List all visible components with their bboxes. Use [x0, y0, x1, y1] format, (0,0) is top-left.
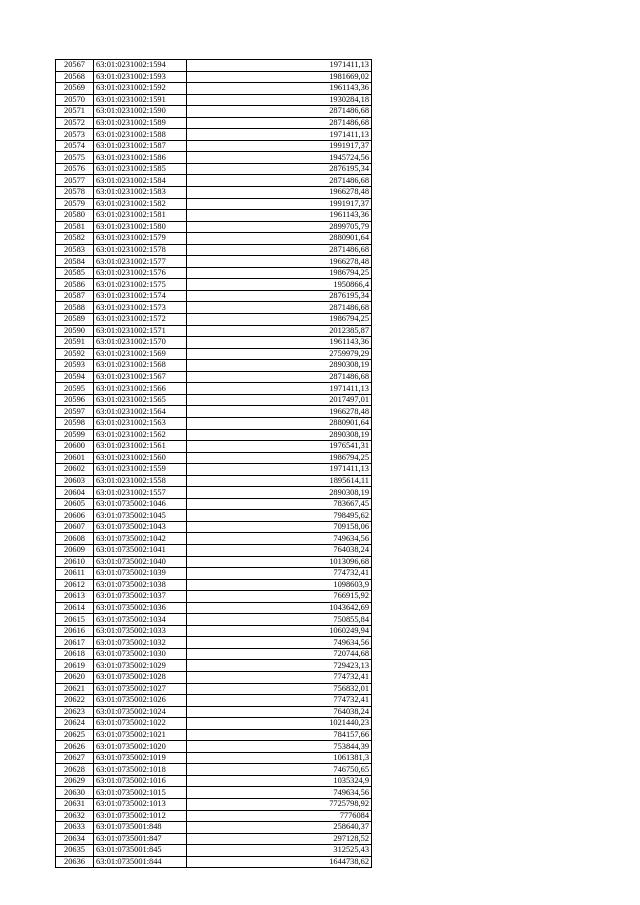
row-number-cell: 20603 — [56, 475, 94, 487]
cadastral-value-cell: 2876195,34 — [187, 290, 372, 302]
cadastral-number-cell: 63:01:0231002:1567 — [94, 371, 187, 383]
table-row — [56, 394, 372, 406]
cadastral-value-cell: 764038,24 — [187, 544, 372, 556]
table-row — [56, 660, 372, 672]
row-number-cell: 20629 — [56, 775, 94, 787]
cadastral-value-cell: 774732,41 — [187, 568, 372, 580]
cadastral-value-cell: 1971411,13 — [187, 383, 372, 395]
cadastral-value-cell: 2880901,64 — [187, 417, 372, 429]
table-row — [56, 371, 372, 383]
cadastral-number-cell: 63:01:0231002:1562 — [94, 429, 187, 441]
cadastral-value-cell: 1971411,13 — [187, 464, 372, 476]
row-number-cell: 20584 — [56, 256, 94, 268]
cadastral-number-cell: 63:01:0231002:1581 — [94, 210, 187, 222]
row-number-cell: 20607 — [56, 521, 94, 533]
cadastral-number-cell: 63:01:0735001:847 — [94, 833, 187, 845]
cadastral-value-cell: 1930284,18 — [187, 94, 372, 106]
row-number-cell: 20588 — [56, 302, 94, 314]
cadastral-number-cell: 63:01:0735002:1040 — [94, 556, 187, 568]
cadastral-number-cell: 63:01:0735002:1043 — [94, 521, 187, 533]
row-number-cell: 20627 — [56, 752, 94, 764]
cadastral-value-cell: 1060249,94 — [187, 625, 372, 637]
table-row — [56, 83, 372, 95]
cadastral-value-cell: 2890308,19 — [187, 487, 372, 499]
row-number-cell: 20602 — [56, 464, 94, 476]
table-row — [56, 625, 372, 637]
cadastral-number-cell: 63:01:0735002:1038 — [94, 579, 187, 591]
cadastral-value-cell: 774732,41 — [187, 671, 372, 683]
table-row — [56, 487, 372, 499]
row-number-cell: 20574 — [56, 140, 94, 152]
cadastral-number-cell: 63:01:0231002:1561 — [94, 441, 187, 453]
row-number-cell: 20633 — [56, 822, 94, 834]
row-number-cell: 20626 — [56, 741, 94, 753]
table-row — [56, 314, 372, 326]
table-row — [56, 464, 372, 476]
row-number-cell: 20614 — [56, 602, 94, 614]
cadastral-number-cell: 63:01:0231002:1574 — [94, 290, 187, 302]
row-number-cell: 20608 — [56, 533, 94, 545]
cadastral-number-cell: 63:01:0735002:1022 — [94, 718, 187, 730]
row-number-cell: 20596 — [56, 394, 94, 406]
cadastral-value-cell: 1895614,11 — [187, 475, 372, 487]
table-row — [56, 764, 372, 776]
table-row — [56, 648, 372, 660]
cadastral-number-cell: 63:01:0231002:1583 — [94, 187, 187, 199]
row-number-cell: 20635 — [56, 845, 94, 857]
row-number-cell: 20613 — [56, 591, 94, 603]
cadastral-number-cell: 63:01:0231002:1560 — [94, 452, 187, 464]
table-row — [56, 533, 372, 545]
cadastral-value-cell: 1961143,36 — [187, 337, 372, 349]
cadastral-number-cell: 63:01:0231002:1572 — [94, 314, 187, 326]
cadastral-number-cell: 63:01:0735001:844 — [94, 856, 187, 868]
row-number-cell: 20570 — [56, 94, 94, 106]
cadastral-number-cell: 63:01:0231002:1590 — [94, 106, 187, 118]
row-number-cell: 20599 — [56, 429, 94, 441]
table-row — [56, 498, 372, 510]
cadastral-number-cell: 63:01:0231002:1577 — [94, 256, 187, 268]
row-number-cell: 20568 — [56, 71, 94, 83]
table-row — [56, 521, 372, 533]
cadastral-number-cell: 63:01:0735001:845 — [94, 845, 187, 857]
table-row — [56, 221, 372, 233]
cadastral-number-cell: 63:01:0735002:1013 — [94, 799, 187, 811]
cadastral-number-cell: 63:01:0231002:1564 — [94, 406, 187, 418]
cadastral-value-cell: 2880901,64 — [187, 233, 372, 245]
cadastral-value-cell: 1986794,25 — [187, 267, 372, 279]
cadastral-number-cell: 63:01:0735002:1016 — [94, 775, 187, 787]
row-number-cell: 20567 — [56, 60, 94, 72]
row-number-cell: 20609 — [56, 544, 94, 556]
row-number-cell: 20619 — [56, 660, 94, 672]
cadastral-number-cell: 63:01:0231002:1571 — [94, 325, 187, 337]
table-row — [56, 602, 372, 614]
table-row — [56, 637, 372, 649]
row-number-cell: 20600 — [56, 441, 94, 453]
cadastral-number-cell: 63:01:0231002:1591 — [94, 94, 187, 106]
cadastral-value-cell: 2871486,68 — [187, 175, 372, 187]
cadastral-value-cell: 749634,56 — [187, 533, 372, 545]
cadastral-number-cell: 63:01:0231002:1576 — [94, 267, 187, 279]
cadastral-value-cell: 2871486,68 — [187, 371, 372, 383]
cadastral-number-cell: 63:01:0735002:1046 — [94, 498, 187, 510]
table-row — [56, 233, 372, 245]
cadastral-number-cell: 63:01:0231002:1558 — [94, 475, 187, 487]
table-row — [56, 475, 372, 487]
cadastral-value-cell: 774732,41 — [187, 695, 372, 707]
row-number-cell: 20620 — [56, 671, 94, 683]
row-number-cell: 20625 — [56, 729, 94, 741]
cadastral-number-cell: 63:01:0231002:1563 — [94, 417, 187, 429]
cadastral-value-cell: 258640,37 — [187, 822, 372, 834]
row-number-cell: 20571 — [56, 106, 94, 118]
cadastral-value-cell: 746750,65 — [187, 764, 372, 776]
table-row — [56, 256, 372, 268]
row-number-cell: 20601 — [56, 452, 94, 464]
row-number-cell: 20612 — [56, 579, 94, 591]
cadastral-value-cell: 784157,66 — [187, 729, 372, 741]
table-row — [56, 348, 372, 360]
table-row — [56, 741, 372, 753]
table-row — [56, 810, 372, 822]
table-row — [56, 752, 372, 764]
table-row — [56, 187, 372, 199]
cadastral-value-cell: 753844,39 — [187, 741, 372, 753]
cadastral-number-cell: 63:01:0231002:1559 — [94, 464, 187, 476]
cadastral-number-cell: 63:01:0231002:1586 — [94, 152, 187, 164]
table-row — [56, 383, 372, 395]
table-row — [56, 452, 372, 464]
table-row — [56, 695, 372, 707]
row-number-cell: 20617 — [56, 637, 94, 649]
cadastral-value-cell: 720744,68 — [187, 648, 372, 660]
cadastral-number-cell: 63:01:0735002:1020 — [94, 741, 187, 753]
row-number-cell: 20591 — [56, 337, 94, 349]
row-number-cell: 20581 — [56, 221, 94, 233]
cadastral-value-cell: 312525,43 — [187, 845, 372, 857]
row-number-cell: 20597 — [56, 406, 94, 418]
cadastral-value-table-container — [55, 59, 372, 868]
cadastral-value-cell: 798495,62 — [187, 510, 372, 522]
cadastral-value-cell: 7776084 — [187, 810, 372, 822]
row-number-cell: 20615 — [56, 614, 94, 626]
row-number-cell: 20593 — [56, 360, 94, 372]
table-row — [56, 787, 372, 799]
row-number-cell: 20611 — [56, 568, 94, 580]
table-row — [56, 706, 372, 718]
row-number-cell: 20606 — [56, 510, 94, 522]
cadastral-value-cell: 2759979,29 — [187, 348, 372, 360]
row-number-cell: 20630 — [56, 787, 94, 799]
cadastral-value-cell: 783667,45 — [187, 498, 372, 510]
row-number-cell: 20578 — [56, 187, 94, 199]
table-row — [56, 799, 372, 811]
cadastral-number-cell: 63:01:0735002:1039 — [94, 568, 187, 580]
cadastral-number-cell: 63:01:0735002:1041 — [94, 544, 187, 556]
table-row — [56, 71, 372, 83]
cadastral-number-cell: 63:01:0231002:1568 — [94, 360, 187, 372]
table-row — [56, 279, 372, 291]
cadastral-number-cell: 63:01:0735002:1045 — [94, 510, 187, 522]
row-number-cell: 20636 — [56, 856, 94, 868]
cadastral-value-cell: 2890308,19 — [187, 429, 372, 441]
cadastral-number-cell: 63:01:0231002:1566 — [94, 383, 187, 395]
cadastral-number-cell: 63:01:0735002:1024 — [94, 706, 187, 718]
cadastral-number-cell: 63:01:0735002:1034 — [94, 614, 187, 626]
table-row — [56, 175, 372, 187]
cadastral-number-cell: 63:01:0231002:1593 — [94, 71, 187, 83]
cadastral-value-table — [55, 59, 372, 868]
table-row — [56, 614, 372, 626]
cadastral-value-cell: 1976541,31 — [187, 441, 372, 453]
row-number-cell: 20575 — [56, 152, 94, 164]
table-row — [56, 163, 372, 175]
table-row — [56, 429, 372, 441]
table-row — [56, 360, 372, 372]
row-number-cell: 20587 — [56, 290, 94, 302]
row-number-cell: 20579 — [56, 198, 94, 210]
row-number-cell: 20589 — [56, 314, 94, 326]
row-number-cell: 20586 — [56, 279, 94, 291]
table-row — [56, 106, 372, 118]
cadastral-value-cell: 1971411,13 — [187, 60, 372, 72]
cadastral-number-cell: 63:01:0231002:1584 — [94, 175, 187, 187]
table-row — [56, 267, 372, 279]
cadastral-value-cell: 764038,24 — [187, 706, 372, 718]
cadastral-number-cell: 63:01:0735002:1012 — [94, 810, 187, 822]
row-number-cell: 20628 — [56, 764, 94, 776]
cadastral-number-cell: 63:01:0231002:1594 — [94, 60, 187, 72]
row-number-cell: 20632 — [56, 810, 94, 822]
row-number-cell: 20622 — [56, 695, 94, 707]
cadastral-number-cell: 63:01:0735002:1030 — [94, 648, 187, 660]
cadastral-value-cell: 749634,56 — [187, 787, 372, 799]
table-row — [56, 325, 372, 337]
row-number-cell: 20582 — [56, 233, 94, 245]
cadastral-value-cell: 729423,13 — [187, 660, 372, 672]
row-number-cell: 20577 — [56, 175, 94, 187]
cadastral-value-cell: 1950866,4 — [187, 279, 372, 291]
cadastral-value-cell: 1966278,48 — [187, 256, 372, 268]
cadastral-value-cell: 1981669,02 — [187, 71, 372, 83]
cadastral-value-cell: 1991917,37 — [187, 198, 372, 210]
row-number-cell: 20583 — [56, 244, 94, 256]
cadastral-number-cell: 63:01:0231002:1587 — [94, 140, 187, 152]
table-row — [56, 556, 372, 568]
table-row — [56, 729, 372, 741]
table-body — [56, 60, 372, 868]
cadastral-value-cell: 1961143,36 — [187, 210, 372, 222]
table-row — [56, 568, 372, 580]
cadastral-value-cell: 1013096,68 — [187, 556, 372, 568]
table-row — [56, 845, 372, 857]
row-number-cell: 20605 — [56, 498, 94, 510]
table-row — [56, 683, 372, 695]
cadastral-value-cell: 1043642,69 — [187, 602, 372, 614]
cadastral-value-cell: 2890308,19 — [187, 360, 372, 372]
cadastral-value-cell: 2871486,68 — [187, 244, 372, 256]
table-row — [56, 302, 372, 314]
table-row — [56, 140, 372, 152]
cadastral-value-cell: 2017497,01 — [187, 394, 372, 406]
table-row — [56, 337, 372, 349]
cadastral-value-cell: 1986794,25 — [187, 314, 372, 326]
cadastral-number-cell: 63:01:0735002:1032 — [94, 637, 187, 649]
table-row — [56, 152, 372, 164]
cadastral-value-cell: 2871486,68 — [187, 302, 372, 314]
cadastral-number-cell: 63:01:0231002:1592 — [94, 83, 187, 95]
cadastral-value-cell: 2899705,79 — [187, 221, 372, 233]
row-number-cell: 20610 — [56, 556, 94, 568]
cadastral-value-cell: 7725798,92 — [187, 799, 372, 811]
table-row — [56, 94, 372, 106]
table-row — [56, 822, 372, 834]
row-number-cell: 20618 — [56, 648, 94, 660]
cadastral-number-cell: 63:01:0735002:1033 — [94, 625, 187, 637]
cadastral-number-cell: 63:01:0231002:1585 — [94, 163, 187, 175]
cadastral-value-cell: 1945724,56 — [187, 152, 372, 164]
cadastral-value-cell: 1971411,13 — [187, 129, 372, 141]
row-number-cell: 20621 — [56, 683, 94, 695]
cadastral-value-cell: 1098603,9 — [187, 579, 372, 591]
row-number-cell: 20623 — [56, 706, 94, 718]
table-row — [56, 775, 372, 787]
cadastral-value-cell: 1961143,36 — [187, 83, 372, 95]
cadastral-value-cell: 1035324,9 — [187, 775, 372, 787]
row-number-cell: 20572 — [56, 117, 94, 129]
row-number-cell: 20604 — [56, 487, 94, 499]
table-row — [56, 60, 372, 72]
table-row — [56, 671, 372, 683]
cadastral-number-cell: 63:01:0231002:1582 — [94, 198, 187, 210]
cadastral-value-cell: 756832,01 — [187, 683, 372, 695]
cadastral-number-cell: 63:01:0231002:1573 — [94, 302, 187, 314]
cadastral-number-cell: 63:01:0735002:1027 — [94, 683, 187, 695]
table-row — [56, 417, 372, 429]
cadastral-value-cell: 2876195,34 — [187, 163, 372, 175]
row-number-cell: 20624 — [56, 718, 94, 730]
table-row — [56, 833, 372, 845]
cadastral-value-cell: 1644738,62 — [187, 856, 372, 868]
table-row — [56, 579, 372, 591]
cadastral-number-cell: 63:01:0735002:1019 — [94, 752, 187, 764]
cadastral-number-cell: 63:01:0735002:1021 — [94, 729, 187, 741]
row-number-cell: 20590 — [56, 325, 94, 337]
cadastral-value-cell: 709158,06 — [187, 521, 372, 533]
cadastral-number-cell: 63:01:0231002:1565 — [94, 394, 187, 406]
row-number-cell: 20573 — [56, 129, 94, 141]
table-row — [56, 591, 372, 603]
cadastral-value-cell: 1061381,3 — [187, 752, 372, 764]
cadastral-number-cell: 63:01:0231002:1570 — [94, 337, 187, 349]
table-row — [56, 718, 372, 730]
table-row — [56, 856, 372, 868]
cadastral-value-cell: 749634,56 — [187, 637, 372, 649]
row-number-cell: 20598 — [56, 417, 94, 429]
cadastral-value-cell: 1021440,23 — [187, 718, 372, 730]
cadastral-value-cell: 2871486,68 — [187, 117, 372, 129]
cadastral-value-cell: 750855,84 — [187, 614, 372, 626]
cadastral-value-cell: 1966278,48 — [187, 406, 372, 418]
cadastral-number-cell: 63:01:0735002:1026 — [94, 695, 187, 707]
row-number-cell: 20594 — [56, 371, 94, 383]
table-row — [56, 117, 372, 129]
row-number-cell: 20616 — [56, 625, 94, 637]
table-row — [56, 290, 372, 302]
cadastral-value-cell: 1966278,48 — [187, 187, 372, 199]
cadastral-number-cell: 63:01:0231002:1579 — [94, 233, 187, 245]
cadastral-number-cell: 63:01:0735002:1042 — [94, 533, 187, 545]
row-number-cell: 20631 — [56, 799, 94, 811]
row-number-cell: 20569 — [56, 83, 94, 95]
cadastral-number-cell: 63:01:0735001:848 — [94, 822, 187, 834]
table-row — [56, 441, 372, 453]
cadastral-number-cell: 63:01:0231002:1580 — [94, 221, 187, 233]
table-row — [56, 406, 372, 418]
cadastral-number-cell: 63:01:0735002:1018 — [94, 764, 187, 776]
table-row — [56, 544, 372, 556]
cadastral-number-cell: 63:01:0231002:1569 — [94, 348, 187, 360]
cadastral-number-cell: 63:01:0231002:1578 — [94, 244, 187, 256]
row-number-cell: 20585 — [56, 267, 94, 279]
table-row — [56, 198, 372, 210]
cadastral-value-cell: 1991917,37 — [187, 140, 372, 152]
cadastral-number-cell: 63:01:0735002:1028 — [94, 671, 187, 683]
cadastral-number-cell: 63:01:0231002:1589 — [94, 117, 187, 129]
cadastral-value-cell: 297128,52 — [187, 833, 372, 845]
table-row — [56, 210, 372, 222]
row-number-cell: 20634 — [56, 833, 94, 845]
table-row — [56, 244, 372, 256]
cadastral-value-cell: 1986794,25 — [187, 452, 372, 464]
cadastral-number-cell: 63:01:0231002:1575 — [94, 279, 187, 291]
cadastral-value-cell: 2012385,87 — [187, 325, 372, 337]
cadastral-number-cell: 63:01:0735002:1029 — [94, 660, 187, 672]
table-row — [56, 129, 372, 141]
cadastral-number-cell: 63:01:0735002:1037 — [94, 591, 187, 603]
cadastral-number-cell: 63:01:0231002:1557 — [94, 487, 187, 499]
cadastral-value-cell: 766915,92 — [187, 591, 372, 603]
row-number-cell: 20595 — [56, 383, 94, 395]
cadastral-number-cell: 63:01:0735002:1015 — [94, 787, 187, 799]
cadastral-value-cell: 2871486,68 — [187, 106, 372, 118]
table-row — [56, 510, 372, 522]
row-number-cell: 20592 — [56, 348, 94, 360]
cadastral-number-cell: 63:01:0735002:1036 — [94, 602, 187, 614]
cadastral-number-cell: 63:01:0231002:1588 — [94, 129, 187, 141]
row-number-cell: 20576 — [56, 163, 94, 175]
row-number-cell: 20580 — [56, 210, 94, 222]
